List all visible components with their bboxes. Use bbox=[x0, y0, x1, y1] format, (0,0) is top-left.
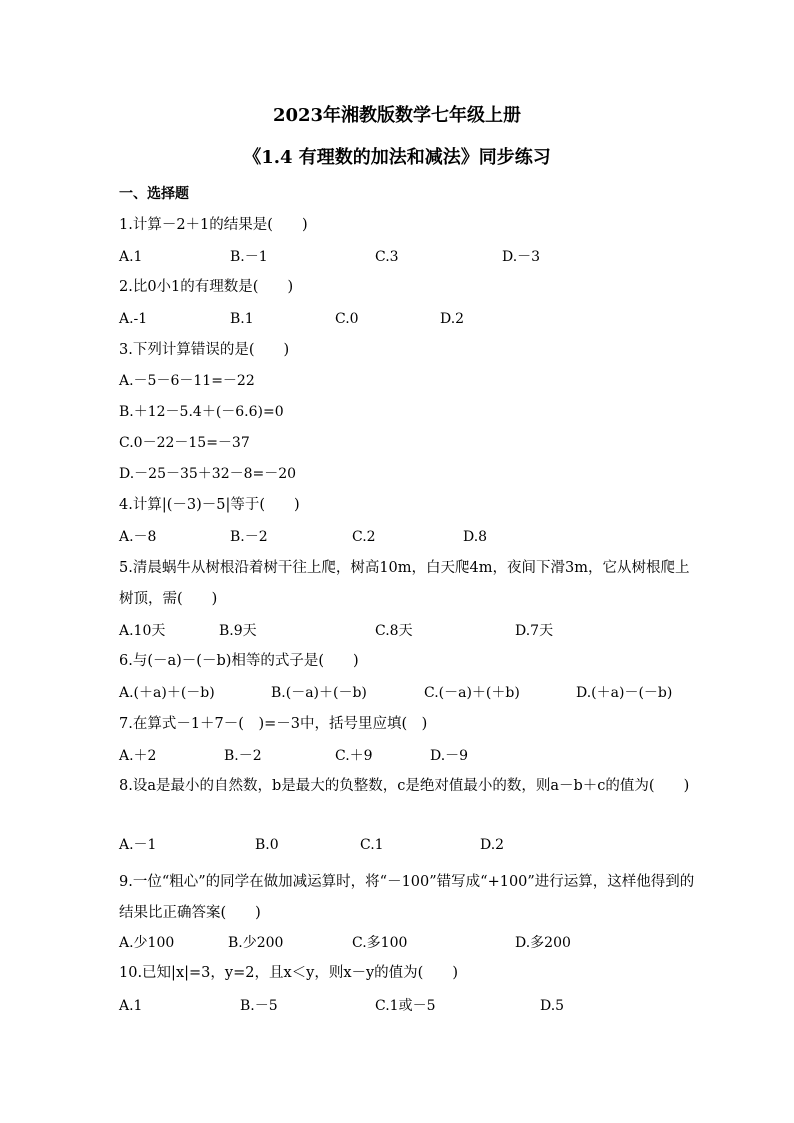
option-b: B.0 bbox=[255, 837, 279, 853]
question-3-stem: 3.下列计算错误的是( ) bbox=[119, 342, 290, 358]
question-8-stem: 8.设a是最小的自然数，b是最大的负整数，c是绝对值最小的数，则a－b＋c的值为( ) bbox=[119, 778, 690, 794]
question-10-stem: 10.已知|x|=3，y=2，且x＜y，则x－y的值为( ) bbox=[119, 965, 458, 981]
question-4-stem: 4.计算|(－3)－5|等于( ) bbox=[119, 497, 300, 513]
option-d: D.(＋a)－(－b) bbox=[576, 685, 673, 701]
option-c: C.多100 bbox=[352, 935, 408, 951]
question-9-options bbox=[0, 932, 794, 954]
question-1-options bbox=[0, 246, 794, 268]
question-3-option-a-row bbox=[0, 370, 794, 392]
option-a: A.－1 bbox=[119, 837, 157, 853]
option-a: A.(＋a)＋(－b) bbox=[119, 685, 215, 701]
option-d: D.－3 bbox=[502, 249, 541, 265]
option-c: C.1 bbox=[360, 837, 384, 853]
question-6-stem: 6.与(－a)－(－b)相等的式子是( ) bbox=[119, 653, 359, 669]
question-7-options bbox=[0, 745, 794, 767]
question-2-options bbox=[0, 308, 794, 330]
option-b: B.－2 bbox=[230, 529, 268, 545]
option-d: D.多200 bbox=[515, 935, 571, 951]
option-a: A.1 bbox=[119, 998, 143, 1014]
option-a: A.－8 bbox=[119, 529, 157, 545]
option-b: B.9天 bbox=[219, 623, 257, 639]
option-a: A.1 bbox=[119, 249, 143, 265]
option-d: D.5 bbox=[540, 998, 565, 1014]
option-a: A.－5－6－11=－22 bbox=[119, 373, 255, 389]
option-c: C.0 bbox=[335, 311, 359, 327]
option-d: D.－9 bbox=[430, 748, 469, 764]
option-c: C.8天 bbox=[375, 623, 413, 639]
question-5-stem: 5.清晨蜗牛从树根沿着树干往上爬，树高10m，白天爬4m，夜间下滑3m，它从树根爬上树顶，需( ) bbox=[119, 560, 690, 607]
document-subtitle: 《1.4 有理数的加法和减法》同步练习 bbox=[243, 147, 551, 168]
option-d: D.－25－35＋32－8=－20 bbox=[119, 466, 297, 482]
option-b: B.－1 bbox=[230, 249, 268, 265]
option-a: A.少100 bbox=[119, 935, 175, 951]
question-7-stem: 7.在算式－1＋7－( )=－3中，括号里应填( ) bbox=[119, 716, 428, 732]
option-a: A.10天 bbox=[119, 623, 166, 639]
option-d: D.2 bbox=[440, 311, 465, 327]
question-6-options bbox=[0, 682, 794, 704]
question-3-option-c-row bbox=[0, 432, 794, 454]
question-3-option-b-row bbox=[0, 401, 794, 423]
option-c: C.3 bbox=[375, 249, 399, 265]
option-b: B.－5 bbox=[240, 998, 278, 1014]
option-d: D.7天 bbox=[515, 623, 554, 639]
section-heading: 一、选择题 bbox=[119, 186, 189, 202]
question-10-options bbox=[0, 995, 794, 1017]
option-a: A.＋2 bbox=[119, 748, 157, 764]
question-5-options bbox=[0, 620, 794, 642]
option-c: C.＋9 bbox=[335, 748, 373, 764]
question-3-option-d-row bbox=[0, 463, 794, 485]
option-b: B.＋12－5.4＋(－6.6)=0 bbox=[119, 404, 284, 420]
question-9-stem: 9.一位“粗心”的同学在做加减运算时，将“－100”错写成“+100”进行运算，这样他得到的结果比正确答案( ) bbox=[119, 874, 695, 921]
option-a: A.-1 bbox=[119, 311, 148, 327]
option-d: D.8 bbox=[463, 529, 488, 545]
question-1-stem: 1.计算－2＋1的结果是( ) bbox=[119, 217, 308, 233]
option-c: C.0－22－15=－37 bbox=[119, 435, 250, 451]
option-c: C.1或－5 bbox=[375, 998, 436, 1014]
question-8-options bbox=[0, 834, 794, 856]
question-4-options bbox=[0, 526, 794, 548]
option-b: B.－2 bbox=[224, 748, 262, 764]
option-b: B.1 bbox=[230, 311, 254, 327]
question-2-stem: 2.比0小1的有理数是( ) bbox=[119, 279, 294, 295]
option-c: C.(－a)＋(＋b) bbox=[424, 685, 520, 701]
option-c: C.2 bbox=[352, 529, 376, 545]
option-b: B.(－a)＋(－b) bbox=[271, 685, 367, 701]
option-b: B.少200 bbox=[228, 935, 284, 951]
option-d: D.2 bbox=[480, 837, 505, 853]
document-title: 2023年湘教版数学七年级上册 bbox=[272, 105, 522, 126]
